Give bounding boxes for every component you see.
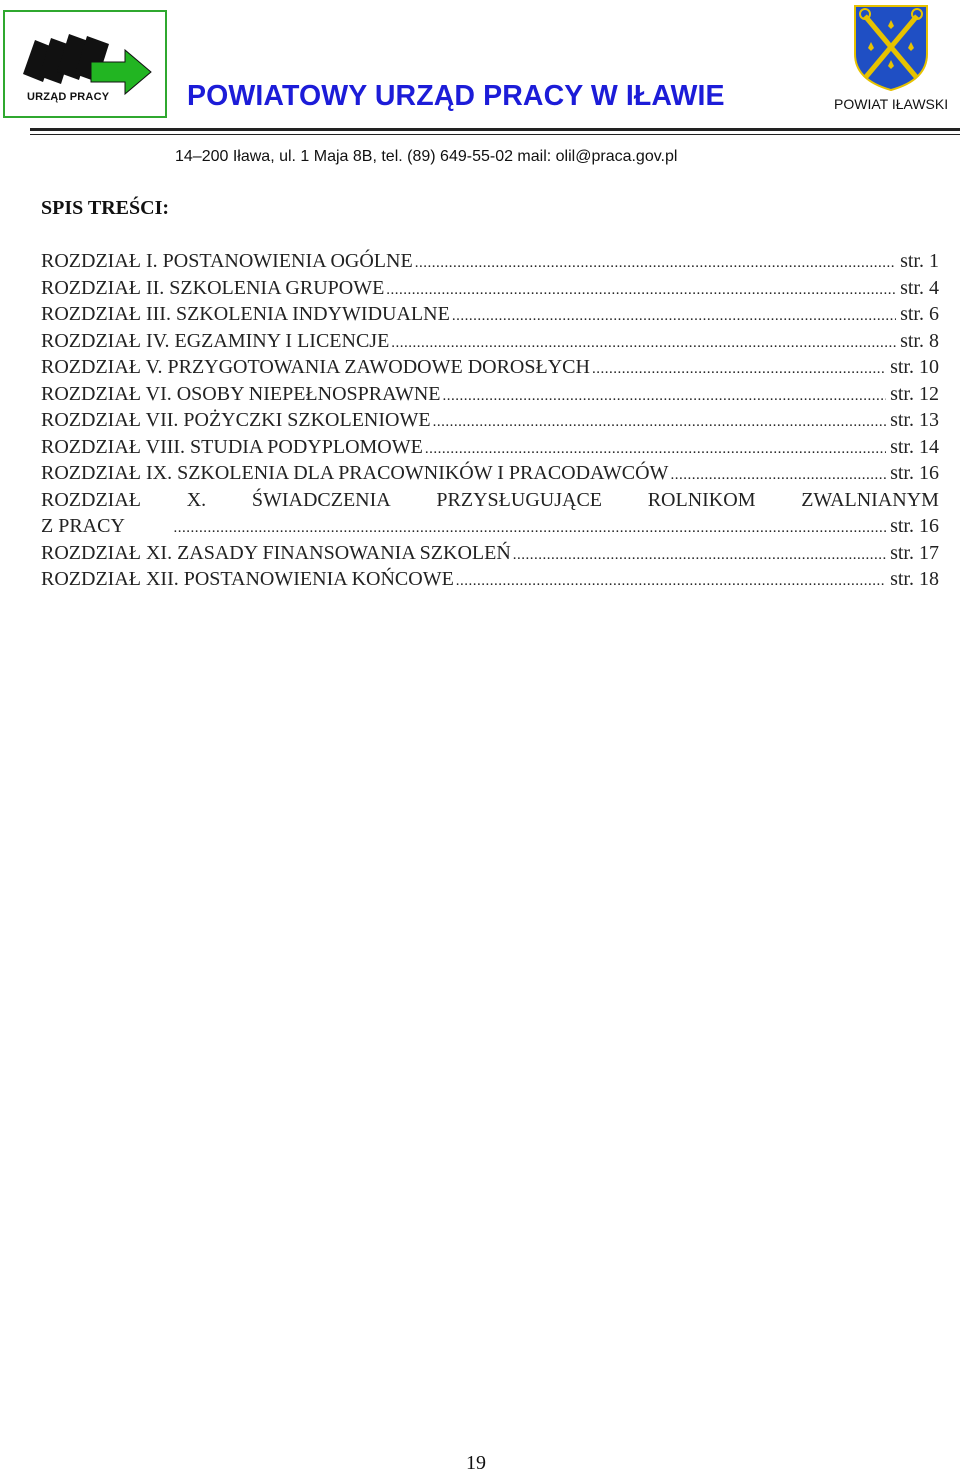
toc-entry-title: Z PRACY [41,515,125,537]
organization-title: POWIATOWY URZĄD PRACY W IŁAWIE [187,80,725,112]
toc-entry-page: str. 4 [900,276,939,299]
header-divider [30,128,960,131]
toc-entry-page: str. 17 [890,541,939,564]
toc-word: ZWALNIANYM [801,488,939,511]
toc-entry-page: str. 14 [890,435,939,458]
toc-entry-page: str. 1 [900,250,939,272]
toc-entry[interactable] [41,275,939,302]
toc-entry-page: str. 10 [890,356,939,378]
table-of-contents [41,248,939,593]
toc-leader [391,330,896,357]
toc-leader [443,383,887,410]
toc-leader [592,356,886,383]
toc-entry-title: ROZDZIAŁ I. POSTANOWIENIA OGÓLNE [41,250,413,272]
toc-entry-title: ROZDZIAŁ II. SZKOLENIA GRUPOWE [41,276,385,299]
toc-leader [513,542,886,569]
toc-entry-title: ROZDZIAŁ III. SZKOLENIA INDYWIDUALNE [41,303,450,325]
toc-entry-title: ROZDZIAŁ IV. EGZAMINY I LICENCJE [41,329,390,352]
toc-leader [386,277,896,304]
toc-entry[interactable] [41,301,939,328]
toc-word: ROZDZIAŁ [41,488,141,511]
urzad-pracy-logo [3,10,167,118]
toc-entry-page: str. 12 [890,382,939,405]
toc-heading: SPIS TREŚCI: [41,197,170,219]
header-divider-thin [30,134,960,135]
toc-entry-page: str. 16 [890,462,939,484]
toc-leader [670,462,886,489]
toc-entry[interactable] [41,248,939,275]
toc-leader [425,436,886,463]
toc-leader [173,515,886,542]
toc-leader [415,250,896,277]
toc-word: ROLNIKOM [647,488,756,511]
toc-entry-title: ROZDZIAŁ V. PRZYGOTOWANIA ZAWODOWE DOROSŁYCH [41,356,590,378]
toc-entry[interactable] [41,460,939,487]
toc-entry-title: ROZDZIAŁ VIII. STUDIA PODYPLOMOWE [41,435,423,458]
toc-entry-page: str. 18 [890,568,939,590]
toc-entry[interactable] [41,434,939,461]
toc-entry-page: str. 8 [900,329,939,352]
toc-entry-title: ROZDZIAŁ VII. POŻYCZKI SZKOLENIOWE [41,409,431,431]
toc-entry[interactable] [41,566,939,593]
crest-label: POWIAT IŁAWSKI [834,96,949,112]
toc-word: ŚWIADCZENIA [251,488,391,511]
powiat-crest-icon [851,2,931,92]
toc-entry-x-line1[interactable] [41,487,939,514]
toc-entry[interactable] [41,540,939,567]
toc-entry-title: ROZDZIAŁ XI. ZASADY FINANSOWANIA SZKOLEŃ [41,541,511,564]
page-number: 19 [466,1452,486,1474]
contact-address: 14–200 Iława, ul. 1 Maja 8B, tel. (89) 649-55-02 mail: olil@praca.gov.pl [175,148,678,165]
toc-word: X. [186,488,207,511]
logo-text: URZĄD PRACY [27,91,110,103]
toc-leader [456,568,886,595]
toc-entry-page: str. 16 [890,515,939,537]
toc-entry[interactable] [41,328,939,355]
toc-entry-title: ROZDZIAŁ IX. SZKOLENIA DLA PRACOWNIKÓW I PRACODAWCÓW [41,462,669,484]
toc-entry-page: str. 13 [890,409,939,431]
toc-entry-title: ROZDZIAŁ XII. POSTANOWIENIA KOŃCOWE [41,568,454,590]
toc-entry-title: ROZDZIAŁ VI. OSOBY NIEPEŁNOSPRAWNE [41,382,441,405]
toc-entry[interactable] [41,381,939,408]
toc-entry[interactable] [41,407,939,434]
toc-leader [433,409,887,436]
toc-word: PRZYSŁUGUJĄCE [436,488,602,511]
toc-entry-page: str. 6 [900,303,939,325]
toc-entry-x-line2[interactable] [41,513,939,540]
toc-leader [452,303,896,330]
toc-entry[interactable] [41,354,939,381]
